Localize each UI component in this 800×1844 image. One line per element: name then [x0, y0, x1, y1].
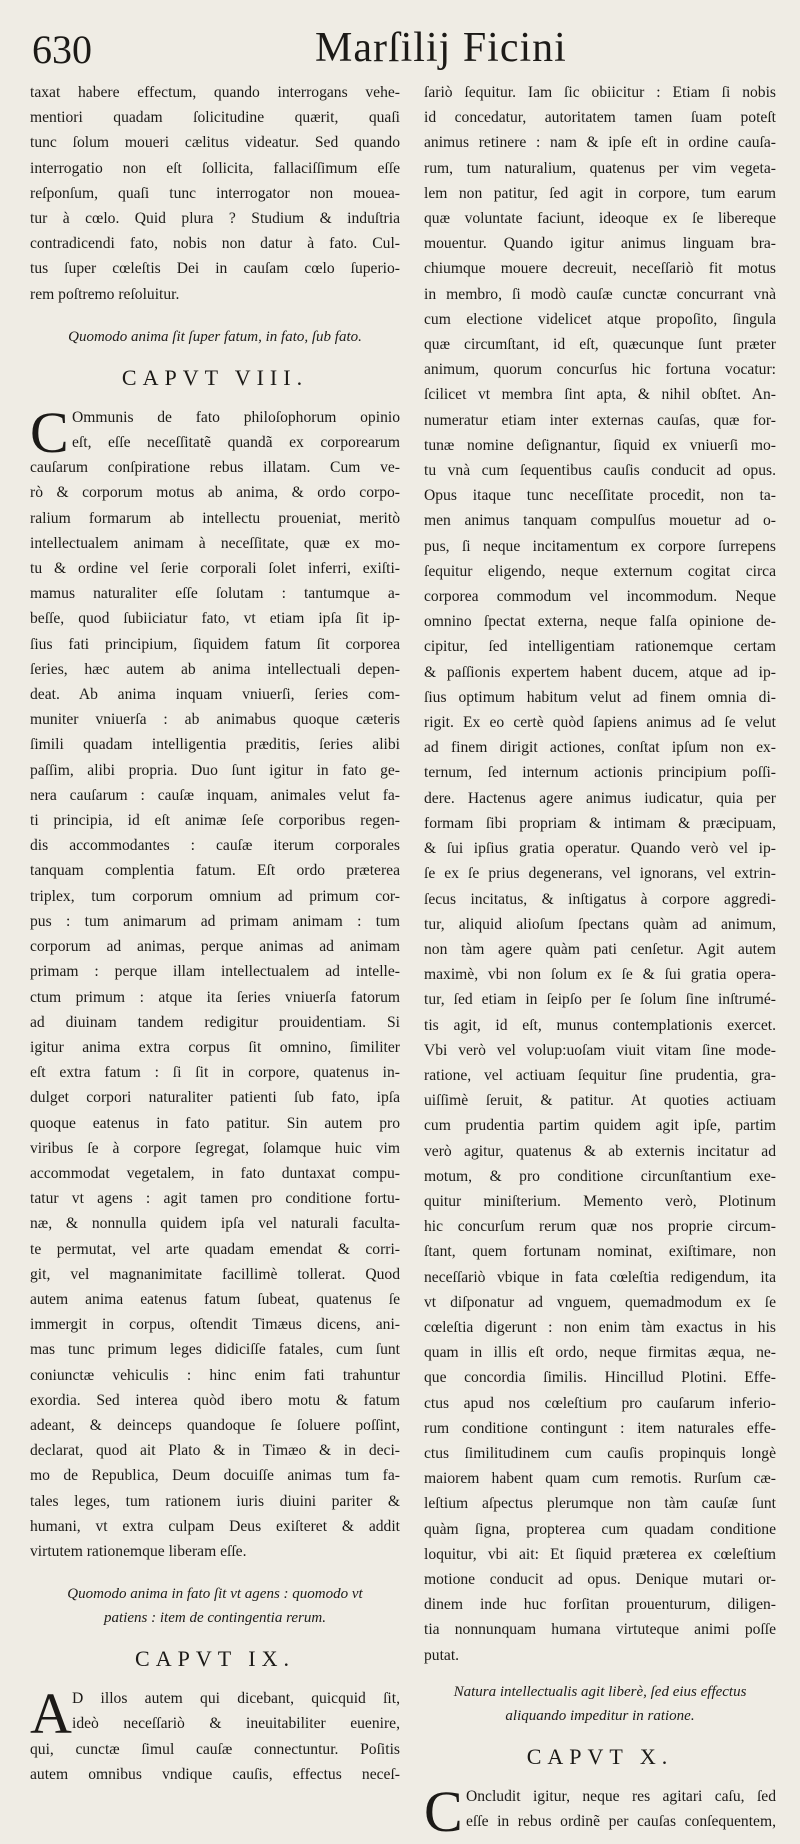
text-line: quæ voluntate faciunt, ideoque ex ſe libereque — [424, 210, 776, 228]
text-line: rem poſtremo reſoluitur. — [30, 285, 180, 303]
text-line: interrogatio non eſt ſollicita, fallaciſſimum eſſe — [30, 159, 400, 177]
text-line: ratione, vel actiuam ſequitur ſine prudentia, gra- — [424, 1066, 776, 1084]
text-line: cum electione videlicet atque propoſito, ſingula — [424, 310, 776, 328]
chapter-heading: CAPVT IX. — [135, 1646, 295, 1672]
text-line: tur, aliquid alioſum ſpectans quàm ad animum, — [424, 915, 776, 933]
text-line: ralium formarum ab intellectu proueniat, meritò — [30, 509, 400, 527]
text-line: igitur anima extra corpus ſit omnino, ſimiliter — [30, 1038, 400, 1056]
text-line: primam : perque illam intellectualem ad intelle- — [30, 963, 400, 981]
text-line: eſt extra fatum : ſi ſit in corpore, quatenus in- — [30, 1064, 400, 1082]
text-line: dis accommodantes : cauſæ iterum corporales — [30, 837, 400, 855]
text-line: mentiori quadam ſolicitudine quærit, quaſi — [30, 109, 400, 127]
text-line: ſtant, quem fortunam nominat, exiſtimare, non — [424, 1243, 776, 1261]
text-line: mas tunc primum leges didiciſſe fatales, cum ſunt — [30, 1341, 400, 1359]
text-line: tanquam complentia fatum. Eſt ordo præterea — [30, 862, 400, 880]
text-line: tunæ nomine deſignantur, ſiquid ex vniuerſi mo- — [424, 436, 776, 454]
text-line: D illos autem qui dicebant, quicquid ſit, — [72, 1690, 400, 1708]
text-line: non tàm agere quàm pati cenſetur. Agit autem — [424, 940, 776, 958]
chapter-summary-caption: aliquando impeditur in ratione. — [505, 1707, 695, 1724]
text-line: te permutat, vel arte quadam emendat & corri- — [30, 1240, 400, 1258]
text-line: lem non patitur, ſed agit in corpore, tum earum — [424, 184, 776, 202]
text-line: motum, & pro conditione circunſtantium exe- — [424, 1167, 776, 1185]
chapter-summary-caption: Natura intellectualis agit liberè, ſed eius effectus — [453, 1683, 747, 1700]
text-line: neceſſariò vbique in fata cœleſtia redigendum, ita — [424, 1268, 776, 1286]
text-line: tus ſuper cœleſtis Dei in cauſam cœlo ſuperio- — [30, 260, 400, 278]
text-line: tatur vt agens : agit tamen pro conditione fortu- — [30, 1190, 400, 1208]
text-line: rò & corporum motus ab anima, & ordo corpo- — [30, 484, 400, 502]
text-line: que concordia ſimilis. Hincillud Plotini. Effe- — [424, 1369, 776, 1387]
drop-cap: C — [424, 1778, 463, 1844]
page-header — [30, 22, 770, 82]
text-line: viribus ſe à corpore ſegregat, ſolamque huic vim — [30, 1139, 400, 1157]
text-line: tia nonnunquam humana virtuteque animi poſſe — [424, 1621, 776, 1639]
text-line: cum prudentia partim quidem agit ipſe, partim — [424, 1117, 776, 1135]
text-line: ſe ex ſe prius degenerans, vel ignorans, vel extrin- — [424, 865, 776, 883]
text-line: ſecus incitatus, & inſtigatus à corpore aggredi- — [424, 890, 776, 908]
text-line: mamus naturaliter eſſe ſolutam : tantumque a- — [30, 585, 400, 603]
right-paragraph-1 — [424, 80, 776, 1668]
text-line: ſariò ſequitur. Iam ſic obiicitur : Etiam ſi nobis — [424, 84, 776, 101]
drop-cap: A — [30, 1681, 72, 1747]
text-line: mo de Republica, Deum docuiſſe animas tum fa- — [30, 1467, 400, 1485]
text-line: muniter vniuerſa : ab animabus quoque cæteris — [30, 711, 400, 729]
text-line: corporea commodum vel incommodum. Neque — [424, 588, 776, 606]
text-line: triplex, tum corporum omnium ad primum cor- — [30, 887, 400, 905]
text-line: beſſe, quod ſubiiciatur fato, vt etiam ipſa ſit ip- — [30, 610, 400, 628]
text-line: ad diuinam tandem redigitur prouidentiam. Si — [30, 1013, 400, 1031]
text-line: animus retinere : nam & ipſe eſt in ordine cauſa- — [424, 134, 776, 152]
text-line: in membro, ſi modò cauſæ cunctæ concurrant vnà — [424, 285, 776, 303]
text-line: declarat, quod ait Plato & in Timæo & in deci- — [30, 1442, 400, 1460]
text-line: humani, vt extra culpam Deus exiſteret & addit — [30, 1517, 400, 1535]
text-line: omnino ſpectat externa, neque falſa opinione de- — [424, 613, 776, 631]
text-line: cauſarum conſpiratione rebus illatam. Cum ve- — [30, 459, 400, 477]
text-line: mouentur. Quando igitur animus linguam bra- — [424, 235, 776, 253]
text-line: intellectualem animam à neceſſitate, quæ ex mo- — [30, 534, 400, 552]
left-paragraph-3 — [30, 1681, 400, 1787]
text-line: ſeries, hæc autem ab anima intellectuali depen- — [30, 660, 400, 678]
text-line: ſius optimum habitum velut ad finem omnia di- — [424, 688, 776, 706]
text-line: dere. Hactenus agere animus iudicatur, quia per — [424, 789, 776, 807]
text-line: pus, ſi neque incitamentum ex corpore ſurrepens — [424, 537, 776, 555]
text-line: maximè, vbi non ſolum ex ſe & ſui gratia opera- — [424, 966, 776, 984]
right-column — [424, 80, 776, 1844]
text-line: eſt, eſſe neceſſitatẽ quandã ex corporearum — [72, 434, 400, 452]
text-line: ternum, ſed internum actionis principium poſſi- — [424, 764, 776, 782]
text-line: deat. Ab anima inquam vniuerſi, ſeries com- — [30, 686, 400, 704]
chapter-summary-caption: Quomodo anima in fato ſit vt agens : quomodo vt — [67, 1586, 363, 1603]
text-line: putat. — [424, 1646, 460, 1664]
left-paragraph-1 — [30, 80, 400, 307]
text-line: pus : tum animarum ad primam animam : tum — [30, 912, 400, 930]
text-line: leſtium aſpectus plerumque non tàm cauſæ ſunt — [424, 1495, 776, 1513]
text-line: dinem inde huc forſitan prouenturum, diligen- — [424, 1596, 776, 1614]
text-line: verò agitur, quatenus & ab externis incitatur ad — [424, 1142, 776, 1160]
chapter-summary-caption: patiens : item de contingentia rerum. — [104, 1610, 326, 1627]
text-line: & paſſionis expertem habent ducem, atque ad ip- — [424, 663, 776, 681]
chapter-heading: CAPVT VIII. — [121, 364, 309, 390]
text-line: qui, cunctæ ſimul cauſæ connectuntur. Poſitis — [30, 1740, 400, 1758]
text-line: chiumque mouere decreuit, neceſſariò fit motus — [424, 260, 776, 278]
text-line: tur, ſed etiam in ſeipſo per ſe ſolum ſine inſtrumé- — [424, 991, 776, 1009]
text-line: ti principia, id eſt animæ ſeſe corporibus regen- — [30, 812, 400, 830]
text-line: autem omnibus vndique cauſis, effectus neceſ- — [30, 1765, 400, 1783]
text-line: ſcilicet vt membra ſint apta, & nihil obſtet. An- — [424, 386, 776, 404]
text-line: tunc ſolum moueri cælitus videatur. Sed quando — [30, 134, 400, 152]
text-line: men animus tanquam compulſus mouetur ad o- — [424, 512, 776, 530]
text-line: autem anima eatenus fatum ſubeat, quatenus ſe — [30, 1290, 400, 1308]
text-line: virtutem rationemque liberam eſſe. — [30, 1542, 247, 1560]
text-line: & ſui ipſius gratia operatur. Quando verò vel ip- — [424, 840, 776, 858]
text-line: rum, tum naturalium, quatenus per vim vegeta- — [424, 159, 776, 177]
text-line: numeratur etiam inter externas cauſas, quæ for- — [424, 411, 776, 429]
text-line: nera cauſarum : cauſæ inquam, animales velut fa- — [30, 786, 400, 804]
text-line: tu vnà cum ſequentibus cauſis conducit ad opus. — [424, 462, 776, 480]
text-line: cœleſtia digerunt : non enim tàm exactus in his — [424, 1318, 776, 1336]
page-number: 630 — [32, 27, 92, 72]
text-line: motione conducit ad opus. Denique mutari or- — [424, 1570, 776, 1588]
text-line: vt diſponatur ad vnguem, quemadmodum ex ſe — [424, 1293, 776, 1311]
text-line: ſequitur eligendo, neque externum cogitat circa — [424, 562, 776, 580]
text-line: ctum primum : atque ita ſeries vniuerſa fatorum — [30, 988, 400, 1006]
chapter-summary-caption: Quomodo anima ſit ſuper fatum, in fato, ſub fato. — [68, 328, 362, 345]
text-line: paſſim, alibi propria. Duo ſunt igitur in fato ge- — [30, 761, 400, 779]
text-line: hic concurſum rerum quæ nos proprie circum- — [424, 1218, 776, 1236]
left-column — [30, 80, 400, 1787]
text-line: animum, quorum concurſus hic fortuna vocatur: — [424, 361, 776, 379]
text-line: rigit. Ex eo certè quòd ſapiens animus ad ſe velut — [424, 714, 776, 732]
right-paragraph-2 — [424, 1778, 776, 1844]
drop-cap: C — [30, 399, 69, 465]
text-line: dulget corpori naturaliter patienti ſub fato, ipſa — [30, 1089, 400, 1107]
text-line: cipitur, ſed intelligentiam rationemque certam — [424, 638, 776, 656]
text-line: ctus apud nos cœleſtium pro cauſarum inferio- — [424, 1394, 776, 1412]
text-line: Opus itaque tunc neceſſitate procedit, non ta- — [424, 487, 776, 505]
text-line: uiſſimè ſeruit, & patitur. At quoties actiuam — [424, 1092, 776, 1110]
text-line: maiorem habent quam cum remotis. Rurſum cæ- — [424, 1470, 776, 1488]
left-paragraph-2 — [30, 399, 400, 1564]
text-line: Vbi verò vel volup:uoſam viuit vitam ſine mode- — [424, 1041, 776, 1059]
text-line: Oncludit igitur, neque res agitari caſu, ſed — [466, 1787, 776, 1805]
running-head: Marſilij Ficini — [315, 25, 567, 71]
text-line: taxat habere effectum, quando interrogans vehe- — [30, 84, 400, 101]
text-line: quàm ſigna, propterea cum quadam conditione — [424, 1520, 776, 1538]
text-line: ctus ſimilitudinem cum cauſis propinquis longè — [424, 1444, 776, 1462]
text-line: Ommunis de fato philoſophorum opinio — [72, 408, 400, 426]
text-line: formam ſibi propriam & intimam & præcipuam, — [424, 814, 776, 832]
text-line: ſius fati principium, ſiquidem fatum ſit corporea — [30, 635, 400, 653]
text-line: accommodat vegetalem, in fato duntaxat compu- — [30, 1164, 400, 1182]
text-line: ad finem dirigit actiones, conſtat ipſum non ex- — [424, 739, 776, 757]
text-line: eſſe in rebus ordinẽ per cauſas conſequentem, — [466, 1813, 776, 1830]
text-line: tales leges, tum rationem iuris diuini pariter & — [30, 1492, 400, 1510]
text-line: contradicendi fato, nobis non datur à fato. Cul- — [30, 235, 400, 253]
text-line: git, vel magnanimitate facillimè tollerat. Quod — [30, 1265, 400, 1283]
text-line: adeant, & deinceps quandoque ſe ſoluere poſſint, — [30, 1416, 400, 1434]
chapter-heading: CAPVT X. — [526, 1743, 674, 1769]
text-line: id concedatur, autoritatem tamen ſuam poteſt — [424, 109, 776, 127]
text-line: tu & ordine vel ſerie corporali ſolet inferri, exiſti- — [30, 560, 400, 578]
text-line: ideò neceſſariò & ineuitabiliter euenire, — [72, 1715, 400, 1733]
text-line: quitur miniſterium. Memento verò, Plotinum — [424, 1192, 776, 1210]
text-line: corporum ad animas, perque animas ad animam — [30, 938, 400, 956]
text-line: rum conditione contingunt : item naturales effe- — [424, 1419, 776, 1437]
text-line: tur à cœlo. Quid plura ? Studium & induſtria — [30, 210, 400, 228]
text-line: loquitur, vbi ait: Et ſiquid præterea ex cœleſtium — [424, 1545, 776, 1563]
text-line: quam in illis eſt ordo, neque firmitas æqua, ne- — [424, 1344, 776, 1362]
text-line: quæ circumſtant, id eſt, quæcunque ſunt præter — [424, 336, 776, 354]
text-line: coniunctæ vehiculis : hinc enim fati trahuntur — [30, 1366, 400, 1384]
text-line: ſimili quadam intelligentia præditis, ſeries alibi — [30, 736, 400, 754]
text-line: tis agit, id eſt, munus contemplationis exercet. — [424, 1016, 776, 1034]
text-line: exordia. Sed interea quòd ibero motu & fatum — [30, 1391, 400, 1409]
text-line: næ, & nonnulla quidem ipſa vel naturali facultа- — [30, 1215, 400, 1233]
text-line: quoque eatenus in fato patitur. Sin autem pro — [30, 1114, 400, 1132]
text-line: reſponſum, quaſi tunc interrogator non mouea- — [30, 184, 400, 202]
text-line: immergit in corpus, oſtendit Timæus dicens, ani- — [30, 1316, 400, 1334]
